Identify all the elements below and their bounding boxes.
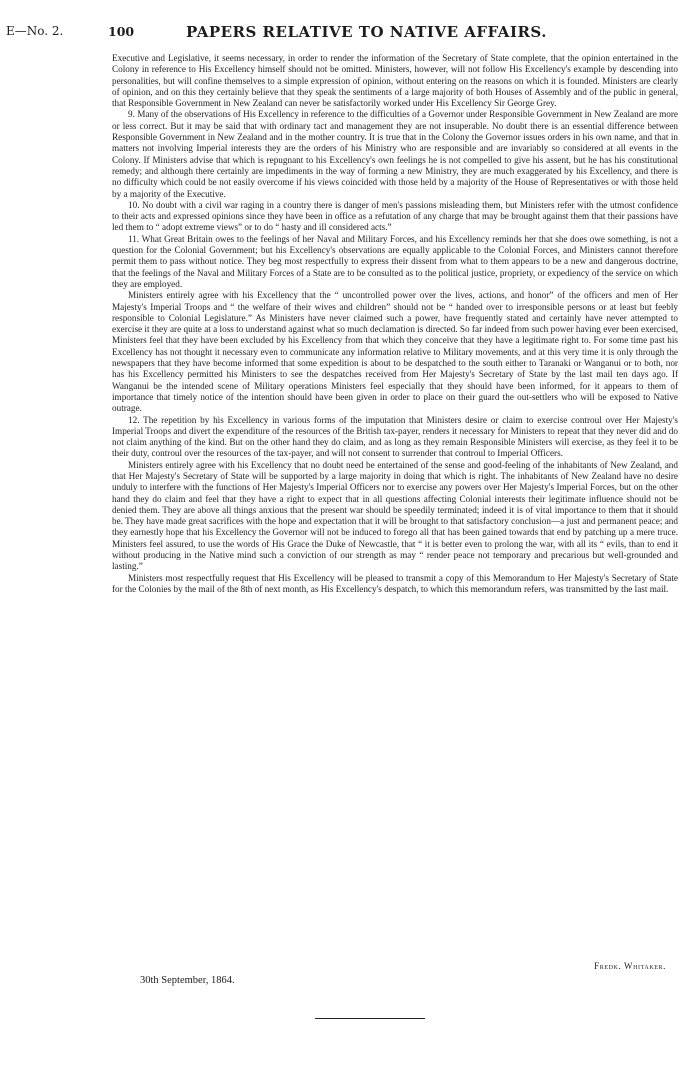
running-title: PAPERS RELATIVE TO NATIVE AFFAIRS.	[186, 23, 547, 41]
paragraph-12: 12. The repetition by his Excellency in various forms of the imputation that Ministers desire or claim to exercise controul over Her Majesty's Imperial Troops and divert the expenditure of the resources of the British tax-payer, renders it necessary for Ministers to repeat that they never did and do not claim anything of the kind. But on the other hand they do claim, and as long as they remain Responsible Ministers will exercise, as they feel it to be their duty, controul over the resources of the tax-payer, and will not consent to surrender that controul to Imperial Officers.	[112, 414, 678, 459]
memorandum-body	[112, 53, 678, 595]
page-number: 100	[108, 24, 135, 39]
paragraph-11: 11. What Great Britain owes to the feelings of her Naval and Military Forces, and his Excellency reminds her that she does owe something, is not a question for the Colonial Government; but his Excellency's observations are equally applicable to the Colonial Forces, and Ministers cannot therefore permit them to pass without notice. They beg most respectfully to express their dissent from what to them appears to be a new and dangerous doctrine, that the feelings of the Naval and Military Forces of a State are to be consulted as to the political justice, propriety, or expediency of the service on which they are employed.	[112, 233, 678, 289]
paragraph-closing-request: Ministers most respectfully request that His Excellency will be pleased to transmit a copy of this Memorandum to Her Majesty's Secretary of State for the Colonies by the mail of the 8th of next month, as His Excellency's despatch, to which this memorandum refers, was transmitted by the last mail.	[112, 572, 678, 594]
section-reference: E—No. 2.	[6, 24, 64, 38]
page-header	[0, 24, 700, 44]
paragraph-continuation: Executive and Legislative, it seems necessary, in order to render the information of the Secretary of State complete, that the opinion entertained in the Colony in reference to His Excellency himself should not be omitted. Ministers, however, will not follow His Excellency's example by descending into personalities, but will confine themselves to a simple expression of opinion, without entering on the reasons on which it is founded. Ministers are clearly of opinion, and on this they certainly believe that they speak the sentiments of a large majority of both Houses of Assembly and of the public in general, that Responsible Government in New Zealand can never be satisfactorily worked under His Excellency Sir George Grey.	[112, 53, 678, 109]
paragraph-9: 9. Many of the observations of His Excellency in reference to the difficulties of a Governor under Responsible Government in New Zealand are more or less correct. But it may be said that with ordinary tact and management they are not insuperable. No doubt there is an essential difference between Responsible Government in New Zealand and in the mother country. It is true that in the Colony the Governor issues orders in his own name, and that in matters not involving Imperial interests they are the orders of his Ministry who are responsible and are invariably so considered at all events in the Colony. If Ministers advise that which is repugnant to his Excellency's own feelings he is not compelled to give his assent, but he has his constitutional remedy; and although there certainly are impediments in the way of forming a new Ministry, they are much exaggerated by his Excellency, and there is no difficulty which could be not easily overcome if his views coincided with those held by a majority of the House of Representatives or with those held by a majority of the Executive.	[112, 109, 678, 199]
memorandum-date: 30th September, 1864.	[140, 975, 235, 986]
paragraph-11-continued: Ministers entirely agree with his Excellency that the “ uncontrolled power over the lives, actions, and honor” of the officers and men of Her Majesty's Imperial Troops and “ the welfare of their wives and children” should not be “ handed over to irresponsible persons or at least but feebly responsible to Colonial Legislature.” As Ministers have never claimed such a power, have frequently stated and certainly have never attempted to exercise it they are quite at a loss to understand against what so much declamation is directed. So far indeed from such power having ever been exercised, Ministers feel that they have been excluded by his Excellency from that which they conceive that they have a legitimate right to. For some time past his Excellency has not thought it necessary even to communicate any information relative to Military movements, and at this very time it is only through the newspapers that they have become informed that some expedition is about to be despatched to the south either to Taranaki or Wanganui or to both, nor has his Excellency permitted his Ministers to see the despatches received from Her Majesty's Secretary of State by the last mail ten days ago. If Wanganui be the intended scene of Military operations Ministers feel especially that they should have been informed, for it appears to them of importance that timely notice of the intention should have been given in order to place on their guard the out-settlers who will be exposed to Native outrage.	[112, 290, 678, 414]
closing-rule	[315, 1018, 425, 1019]
paragraph-12-continued: Ministers entirely agree with his Excellency that no doubt need be entertained of the sense and good-feeling of the inhabitants of New Zealand, and that Her Majesty's Secretary of State will be supported by a large majority in doing that which is right. The inhabitants of New Zealand have no desire unduly to interfere with the functions of Her Majesty's Imperial Officers nor to exercise any powers over Her Majesty's Imperial Forces, but on the other hand they do claim and feel that they have a right to expect that in all questions affecting Colonial interests their legitimate influence should not be denied them. They are above all things anxious that the present war should be speedily terminated; indeed it is of vital importance to them that it should be. They have made great sacrifices with the hope and expectation that it will be brought to that satisfactory conclusion—a just and permanent peace; and they earnestly hope that his Excellency the Governor will not be induced to forego all that has been gained towards that end by patching up a mere truce. Ministers feel assured, to use the words of His Grace the Duke of Newcastle, that “ it is better even to prolong the war, with all its “ evils, than to end it without producing in the Native mind such a conviction of our strength as may “ render peace not temporary and precarious but well-grounded and lasting.”	[112, 459, 678, 572]
signature: Fredk. Whitaker.	[594, 961, 666, 971]
paragraph-10: 10. No doubt with a civil war raging in a country there is danger of men's passions misleading them, but Ministers refer with the utmost confidence to their acts and expressed opinions since they have been in office as a refutation of any charge that may be brought against them that their passions have led them to “ adopt extreme views” or to do “ hasty and ill considered acts.”	[112, 199, 678, 233]
